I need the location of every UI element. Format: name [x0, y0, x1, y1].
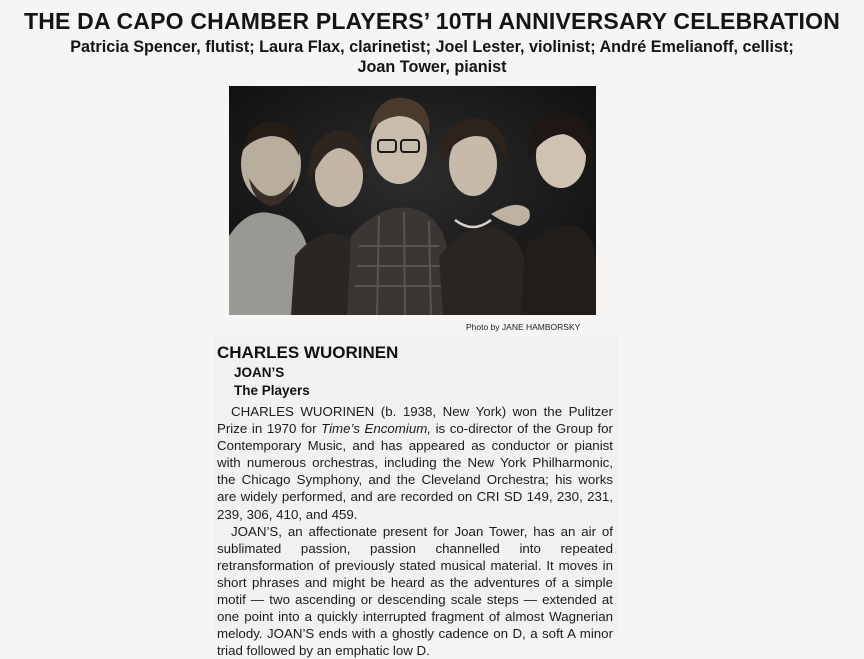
work-title: JOAN’S: [234, 365, 285, 380]
notes-p1-end: is co-director of the Group for Contemporary Music, and has appeared as conductor or pianist with numerous orchestras, including the New York Philharmonic, the Chicago Symphony, and the Cleveland Orchestra; his works are widely performed, and are recorded on CRI SD 149, 230, 231, 239, 306, 410, and 459.: [217, 421, 613, 522]
composer-name: CHARLES WUORINEN: [217, 343, 399, 362]
ensemble-photo: [229, 86, 596, 315]
notes-paragraph-2: JOAN’S, an affectionate present for Joan Tower, has an air of sublimated passion, passion channelled into repeated retransformation of previously stated musical material. It moves in short phrases and might be heard as the adventures of a simple motif — two ascending or descending scale steps — extended at one point into a quickly interrupted fragment of almost Wagnerian melody. JOAN’S ends with a ghostly cadence on D, a soft A minor triad followed by an emphatic low D.: [217, 523, 613, 659]
program-notes-text: [217, 403, 613, 659]
photo-credit: Photo by JANE HAMBORSKY: [466, 322, 581, 332]
performers-line-1: Patricia Spencer, flutist; Laura Flax, clarinetist; Joel Lester, violinist; André Emelianoff, cellist;: [70, 38, 794, 56]
work-performers: The Players: [234, 383, 310, 398]
program-title: THE DA CAPO CHAMBER PLAYERS’ 10TH ANNIVERSARY CELEBRATION: [23, 8, 841, 34]
performers-line-2: Joan Tower, pianist: [357, 58, 507, 76]
performers-list: [10, 37, 854, 77]
notes-p1-start: CHARLES WUORINEN (b. 1938, New York) won the Pulitzer Prize in 1970 for: [217, 404, 613, 437]
program-notes-section: [214, 337, 618, 659]
ensemble-photo-illustration: [229, 86, 596, 315]
notes-p1-work-title: Time’s Encomium,: [321, 421, 431, 437]
notes-paragraph-1: [217, 403, 613, 523]
